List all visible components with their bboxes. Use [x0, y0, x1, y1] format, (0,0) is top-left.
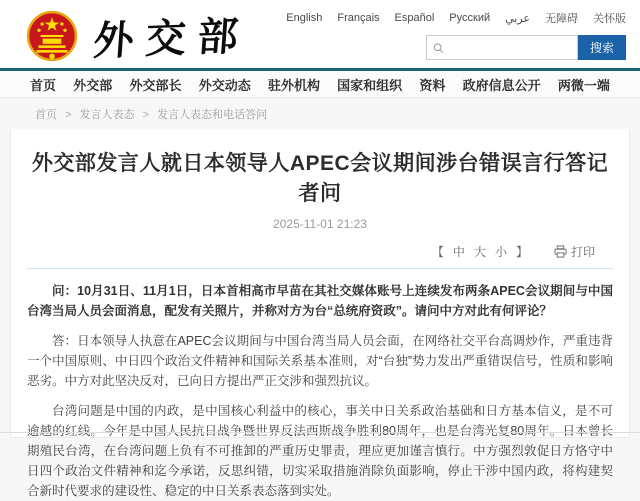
- lang-link-english[interactable]: English: [286, 12, 323, 24]
- lang-link-french[interactable]: Français: [337, 12, 380, 24]
- site-header: [0, 0, 640, 68]
- print-button[interactable]: [554, 243, 595, 260]
- header-utilities: [286, 10, 626, 60]
- article-paragraph-answer-1: 答：日本领导人执意在APEC会议期间与中国台湾当局人员会面，在网络社交平台高调炒作，严重违背一个中国原则、中日四个政治文件精神和国际关系基本准则，对“台独”势力发出严重错误信号，性质和影响恶劣。中方对此坚决反对，已向日方提出严正交涉和强烈抗议。: [27, 334, 613, 388]
- nav-item-minister[interactable]: 外交部长: [129, 77, 182, 93]
- article-toolbar: [27, 243, 613, 269]
- article-paragraph-answer-2: 台湾问题是中国的内政，是中国核心利益中的核心，事关中日关系政治基础和日方基本信义，是不可逾越的红线。今年是中国人民抗日战争暨世界反法西斯战争胜利80周年，也是台湾光复80周年。日本曾长期殖民台湾，在台湾问题上负有不可推卸的严重历史罪责，理应更加谨言慎行。中方强烈敦促日方恪守中日四个政治文件精神和迄今承诺，反思纠错，切实采取措施消除负面影响，停止干涉中国内政，将构建契合新时代要求的建设性、稳定的中日关系表态落到实处。: [27, 404, 613, 498]
- nav-item-countries[interactable]: 国家和组织: [337, 77, 403, 93]
- nav-item-resources[interactable]: 资料: [419, 77, 446, 93]
- print-label: 打印: [570, 245, 595, 259]
- bracket-open: 【: [431, 245, 444, 259]
- ministry-wordmark: 外交部: [91, 12, 252, 65]
- font-size-medium[interactable]: 中: [452, 245, 465, 259]
- nav-item-activities[interactable]: 外交动态: [198, 77, 251, 93]
- footer-divider: [0, 432, 640, 433]
- article-title: 外交部发言人就日本领导人APEC会议期间涉台错误言行答记者问: [31, 152, 609, 205]
- site-logo[interactable]: [26, 7, 250, 64]
- breadcrumb-home[interactable]: 首页: [35, 109, 57, 121]
- accessibility-link[interactable]: 无障碍: [545, 13, 578, 25]
- font-size-large[interactable]: 大: [473, 245, 486, 259]
- care-version-link[interactable]: 关怀版: [593, 13, 626, 25]
- article-paragraph-question: 问：10月31日、11月1日，日本首相高市早苗在其社交媒体账号上连续发布两条APEC会议期间与中国台湾当局人员会面消息，配发有关照片，并称对方为台“总统府资政”。请问中方对此有何评论？: [27, 284, 613, 318]
- search-area: [286, 35, 626, 60]
- search-box: [426, 35, 578, 60]
- national-emblem-icon: [26, 10, 78, 62]
- lang-link-spanish[interactable]: Español: [394, 12, 435, 24]
- search-button[interactable]: 搜索: [578, 35, 626, 60]
- lang-link-russian[interactable]: Русский: [449, 12, 491, 24]
- font-size-controls: [432, 243, 528, 260]
- breadcrumb-separator: >: [142, 109, 150, 121]
- article-date: 2025-11-01 21:23: [273, 217, 367, 231]
- nav-item-missions[interactable]: 驻外机构: [267, 77, 320, 93]
- breadcrumb: [35, 106, 640, 122]
- font-size-small[interactable]: 小: [494, 245, 507, 259]
- nav-item-ministry[interactable]: 外交部: [73, 77, 113, 93]
- article-body: [27, 269, 613, 501]
- nav-item-gov-info[interactable]: 政府信息公开: [462, 77, 541, 93]
- language-bar: [286, 10, 626, 26]
- breadcrumb-spokesperson[interactable]: 发言人表态: [79, 109, 135, 121]
- nav-item-home[interactable]: 首页: [30, 77, 57, 93]
- search-icon: [433, 42, 444, 54]
- main-nav: [0, 68, 640, 98]
- printer-icon: [554, 245, 567, 258]
- breadcrumb-current[interactable]: 发言人表态和电话答问: [157, 109, 268, 121]
- search-input[interactable]: [448, 40, 571, 56]
- article-container: [10, 129, 630, 498]
- breadcrumb-separator: >: [65, 109, 72, 121]
- bracket-close: 】: [515, 245, 528, 259]
- nav-item-social-media[interactable]: 两微一端: [557, 77, 610, 93]
- lang-link-arabic[interactable]: عربي: [505, 12, 530, 25]
